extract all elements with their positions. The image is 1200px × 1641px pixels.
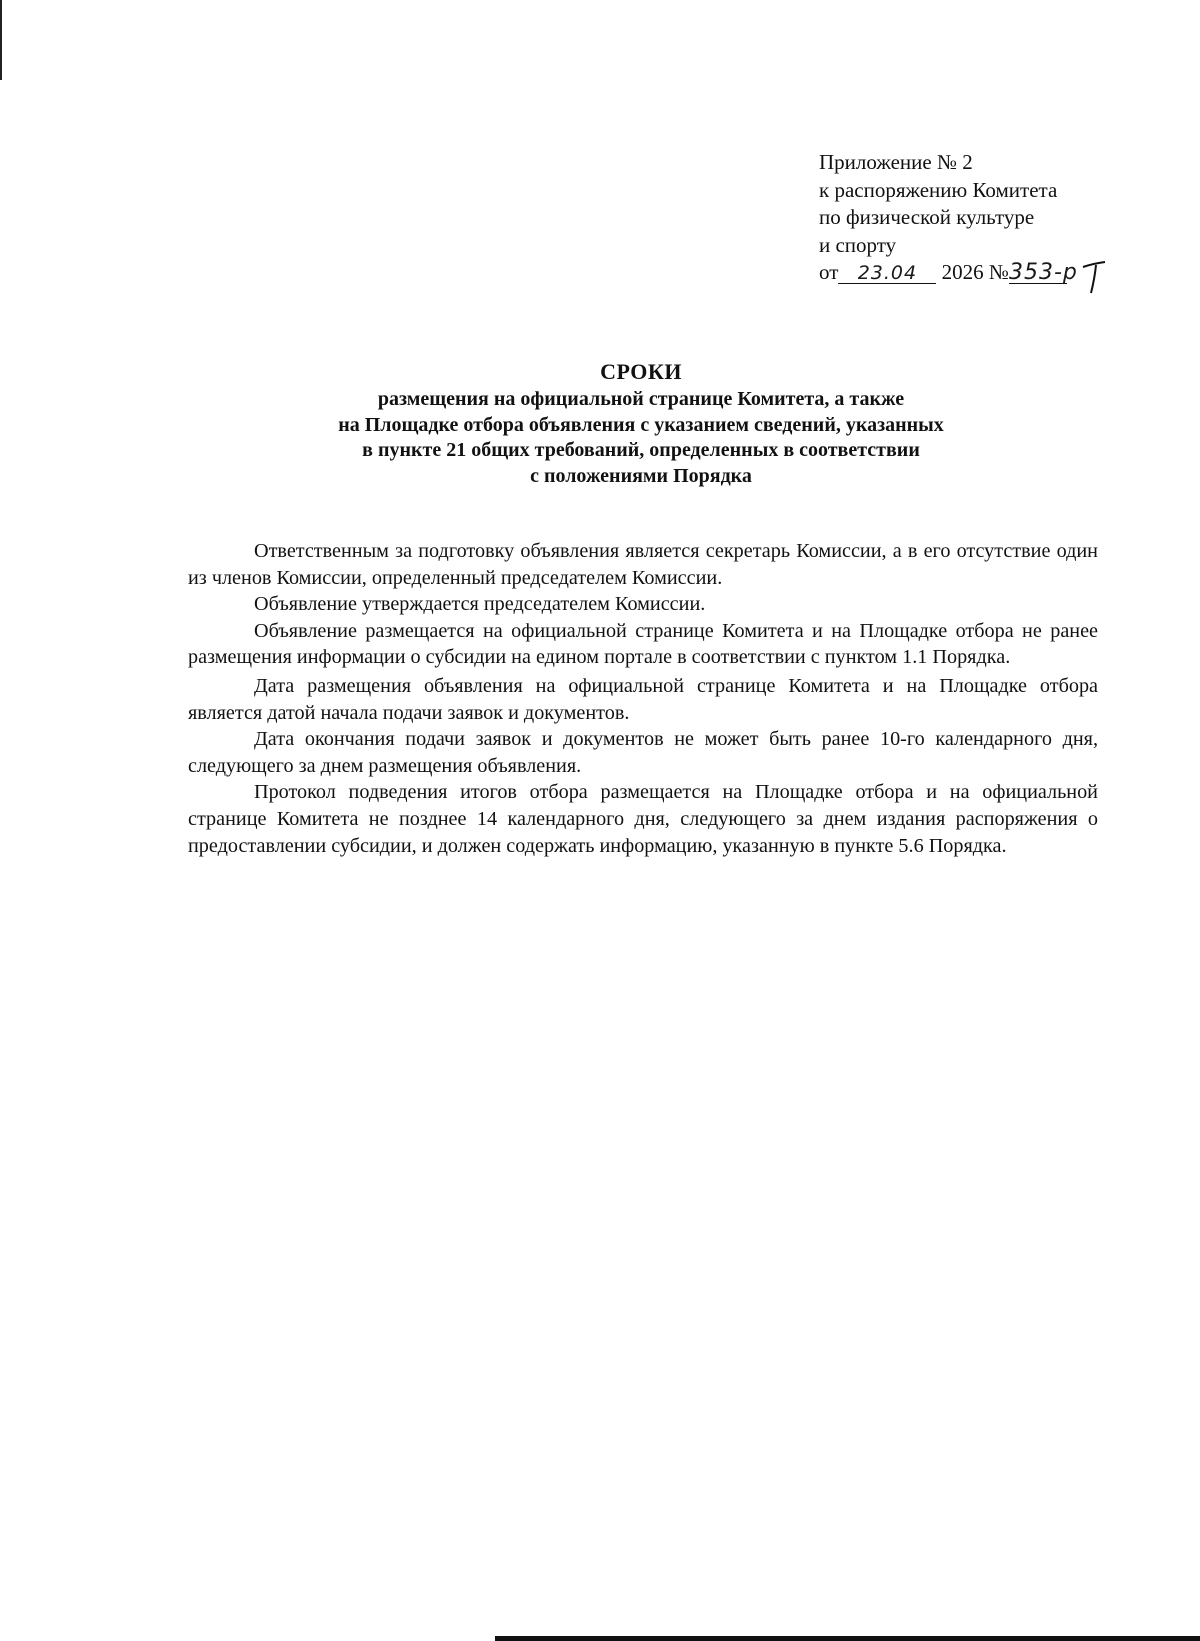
- appendix-date-line: [819, 259, 1139, 287]
- title-line-2: на Площадке отбора объявления с указанием сведений, указанных: [338, 413, 944, 436]
- title-line-4: с положениями Порядка: [530, 464, 752, 487]
- title-heading: СРОКИ: [600, 359, 682, 384]
- paragraph-protocol: Протокол подведения итогов отбора размещается на Площадке отбора и на официальной странице Комитета не позднее 14 календарного дня, следующего за днем издания распоряжения о предоставлении субсидии, и должен содержать информацию, указанную в пункте 5.6 Порядка.: [188, 781, 1098, 857]
- appendix-committee-ref-end: и спорту: [819, 232, 897, 257]
- appendix-header: [819, 149, 1139, 287]
- paragraph-start-date: Дата размещения объявления на официальной странице Комитета и на Площадке отбора является датой начала подачи заявок и документов.: [188, 674, 1098, 724]
- appendix-order-ref: к распоряжению Комитета: [819, 177, 1058, 202]
- handwritten-order-number: 353-р: [1008, 260, 1078, 285]
- document-title: [0, 357, 1200, 489]
- appendix-committee-ref: по физической культуре: [819, 205, 1035, 229]
- title-line-1: размещения на официальной странице Комитета, а также: [377, 388, 905, 410]
- year-and-number-sign: 2026 №: [941, 260, 1009, 284]
- paragraph-placement: Объявление размещается на официальной странице Комитета и на Площадке отбора не ранее размещения информации о субсидии на едином портале в соответствии с пунктом 1.1 Порядка.: [188, 619, 1098, 669]
- paragraph-responsible: Ответственным за подготовку объявления является секретарь Комиссии, а в его отсутствие один из членов Комиссии, определенный председателем Комиссии.: [188, 540, 1098, 589]
- date-prefix: от: [819, 260, 839, 284]
- document-body: [188, 538, 1098, 859]
- paragraph-approval: Объявление утверждается председателем Комиссии.: [254, 593, 706, 616]
- handwriting-stroke: [1081, 255, 1107, 295]
- title-line-3: в пункте 21 общих требований, определенных в соответствии: [362, 439, 920, 462]
- scan-edge-bottom: [495, 1636, 1200, 1641]
- handwritten-date: 23.04: [838, 263, 936, 284]
- paragraph-end-date: Дата окончания подачи заявок и документов не может быть ранее 10-го календарного дня, следующего за днем размещения объявления.: [188, 728, 1098, 777]
- scan-edge-mark: [0, 0, 2, 80]
- appendix-number: Приложение № 2: [819, 150, 973, 174]
